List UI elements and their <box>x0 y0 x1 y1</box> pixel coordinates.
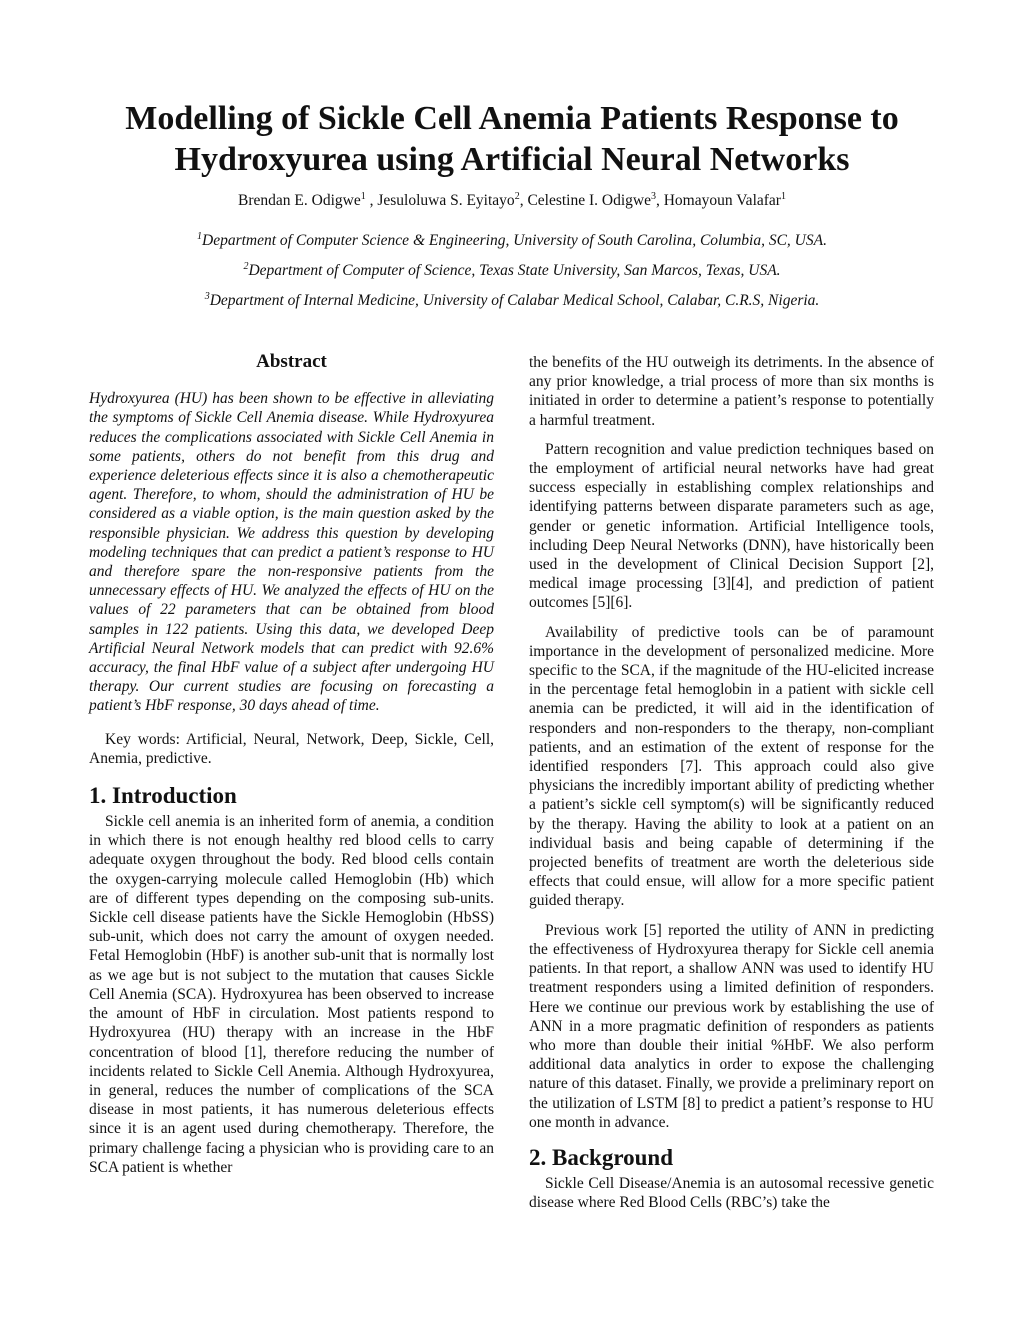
body-paragraph: the benefits of the HU outweigh its detriments. In the absence of any prior knowledge, a trial process of more than six months is initiated in order to determine a patient’s response to potentially a harmful treatment. <box>529 354 934 429</box>
author-affiliation-mark: 1 <box>360 190 366 202</box>
author-list <box>60 192 964 210</box>
title-line-2: Hydroxyurea using Artificial Neural Networks <box>174 141 850 178</box>
body-paragraph: Pattern recognition and value prediction techniques based on the employment of artificial neural networks have had great success especially in establishing complex relationships and identifying patterns between disparate parameters such as age, gender or genetic information. Artificial Intelligence tools, including Deep Neural Networks (DNN), have historically been used in the development of Clinical Decision Support [2], medical image processing [3][4], and prediction of patient outcomes [5][6]. <box>529 440 934 612</box>
background-paragraph: Sickle Cell Disease/Anemia is an autosomal recessive genetic disease where Red Blood Cells (RBC’s) take the <box>529 1174 934 1212</box>
keywords: Key words: Artificial, Neural, Network, Deep, Sickle, Cell, Anemia, predictive. <box>89 730 494 767</box>
affiliation-text: Department of Internal Medicine, University of Calabar Medical School, Calabar, C.R.S, Nigeria. <box>209 292 820 309</box>
author-name: Jesuloluwa S. Eyitayo <box>377 192 515 209</box>
right-column <box>529 353 934 1222</box>
affiliation-mark: 3 <box>204 290 210 302</box>
affiliation-mark: 2 <box>243 260 249 272</box>
affiliation-text: Department of Computer Science & Engineering, University of South Carolina, Columbia, SC, USA. <box>202 232 827 249</box>
affiliation-mark: 1 <box>197 230 203 242</box>
affiliation-1 <box>60 232 964 250</box>
affiliation-2 <box>60 262 964 280</box>
affiliation-3 <box>60 292 964 310</box>
body-paragraph: Availability of predictive tools can be of paramount importance in the development of personalized medicine. More specific to the SCA, if the magnitude of the HU-elicited increase in the percentage fetal hemoglobin in a patient with sickle cell anemia can be predicted, it will aid in the identification of responders and non-responders to the therapy, non-compliant patients, and an estimation of the extent of response for the identified responders [7]. This approach could also give physicians the incredibly important ability of predicting whether a patient’s sickle cell symptom(s) will be significantly reduced by the therapy. Having the ability to look at a patient on an individual basis and being capable of determining if the projected benefits of treatment are worth the deleterious side effects that could ensue, will allow for a more specific patient guided therapy. <box>529 623 934 910</box>
title-line-1: Modelling of Sickle Cell Anemia Patients Response to <box>125 100 899 137</box>
abstract-heading: Abstract <box>256 351 327 372</box>
introduction-paragraph: Sickle cell anemia is an inherited form of anemia, a condition in which there is not enough healthy red blood cells to carry adequate oxygen throughout the body. Red blood cells contain the oxygen-carrying molecule called Hemoglobin (Hb) which are of different types depending on the composing sub-units. Sickle cell disease patients have the Sickle Hemoglobin (HbSS) sub-unit, which does not carry the amount of oxygen needed. Fetal Hemoglobin (HbF) is another sub-unit that is normally lost as we age but is not subject to the mutation that causes Sickle Cell Anemia (SCA). Hydroxyurea has been observed to increase the amount of HbF in circulation. Most patients respond to Hydroxyurea (HU) therapy with an increase in the HbF concentration of blood [1], therefore reducing the number of incidents related to Sickle Cell Anemia. Although Hydroxyurea, in general, reduces the number of complications of the SCA disease in most patients, it has numerous deleterious effects since it is an agent used during chemotherapy. Therefore, the primary challenge facing a physician who is providing care to an SCA patient is whether <box>89 813 494 1176</box>
background-heading: 2. Background <box>529 1144 674 1170</box>
author-affiliation-mark: 2 <box>514 190 520 202</box>
affiliation-text: Department of Computer of Science, Texas State University, San Marcos, Texas, USA. <box>248 262 781 279</box>
introduction-heading: 1. Introduction <box>89 783 237 809</box>
author-name: Homayoun Valafar <box>663 192 781 209</box>
author-affiliation-mark: 1 <box>780 190 786 202</box>
author-name: Celestine I. Odigwe <box>527 192 651 209</box>
abstract-text: Hydroxyurea (HU) has been shown to be effective in alleviating the symptoms of Sickle Cell Anemia disease. While Hydroxyurea reduces the complications associated with Sickle Cell Anemia in some patients, others do not benefit from this drug and experience deleterious effects since it is also a chemotherapeutic agent. Therefore, to whom, should the administration of HU be considered as a viable option, is the main question asked by the responsible physician. We address this question by developing modeling techniques that can predict a patient’s response to HU and therefore spare the non-responsive patients from the unnecessary effects of HU. We analyzed the effects of HU on the values of 22 parameters that can be obtained from blood samples in 122 patients. Using this data, we developed Deep Artificial Neural Network models that can predict with 92.6% accuracy, the final HbF value of a subject after undergoing HU therapy. Our current studies are focusing on forecasting a patient’s HbF response, 30 days ahead of time. <box>89 390 494 715</box>
author-affiliation-mark: 3 <box>650 190 656 202</box>
author-separator: , <box>519 192 528 209</box>
body-paragraph: Previous work [5] reported the utility of ANN in predicting the effectiveness of Hydroxyurea therapy for Sickle cell anemia patients. In that report, a shallow ANN was used to identify HU treatment responders using a limited definition of responders. Here we continue our previous work by establishing the use of ANN in a more pragmatic definition of responders as patients who more than double their initial %HbF. We also perform additional data analytics in order to expose the challenging nature of this dataset. Finally, we provide a preliminary report on the utilization of LSTM [8] to predict a patient’s response to HU one month in advance. <box>529 921 934 1131</box>
author-name: Brendan E. Odigwe <box>238 192 361 209</box>
author-separator: , <box>365 192 378 209</box>
paper-title <box>60 98 964 180</box>
left-column <box>89 352 494 1187</box>
author-separator: , <box>655 192 664 209</box>
